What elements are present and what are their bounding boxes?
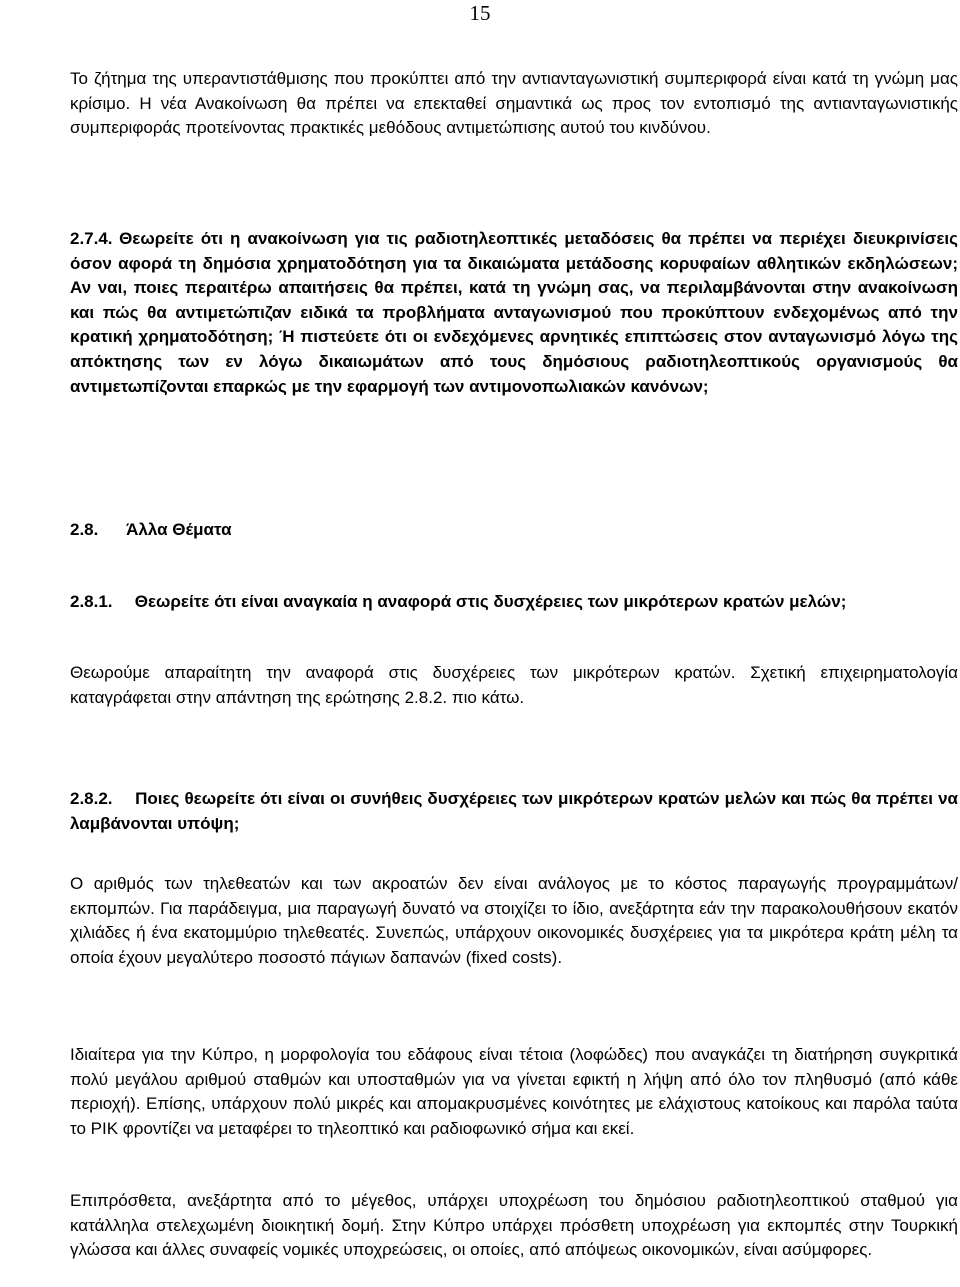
question-2-7-4 (70, 227, 958, 399)
question-number: 2.7.4. (70, 229, 113, 248)
section-title: Άλλα Θέματα (126, 520, 232, 539)
answer-2-8-2-paragraph-3: Επιπρόσθετα, ανεξάρτητα από το μέγεθος, υπάρχει υποχρέωση του δημόσιου ραδιοτηλεοπτικού σταθμού για κατάλληλα στελεχωμένη διοικητική δομή. Στην Κύπρο υπάρχει πρόσθετη υποχρέωση για εκπομπές στην Τουρκική γλώσσα και άλλες συναφείς νομικές υποχρεώσεις, οι οποίες, από απόψεως οικονομικών, είναι ασύμφορες. (70, 1191, 958, 1260)
question-2-8-2 (70, 787, 958, 836)
intro-paragraph: Το ζήτημα της υπεραντιστάθμισης που προκύπτει από την αντιανταγωνιστική συμπεριφορά είναι κατά τη γνώμη μας κρίσιμο. Η νέα Ανακοίνωση θα πρέπει να επεκταθεί σημαντικά ως προς τον εντοπισμό της αντιανταγωνιστικής συμπεριφοράς προτείνοντας πρακτικές μεθόδους αντιμετώπισης αυτού του κινδύνου. (70, 69, 958, 138)
question-number: 2.8.1. (70, 592, 113, 611)
section-number: 2.8. (70, 520, 99, 539)
question-number: 2.8.2. (70, 789, 113, 808)
page-number: 15 (469, 1, 491, 25)
section-heading-2-8 (70, 518, 232, 542)
answer-2-8-2-paragraph-2: Ιδιαίτερα για την Κύπρο, η μορφολογία του εδάφους είναι τέτοια (λοφώδες) που αναγκάζει τη διατήρηση συγκριτικά πολύ μεγάλου αριθμού σταθμών και υποσταθμών για να γίνεται εφικτή η λήψη από όλο τον πληθυσμό (από κάθε περιοχή). Επίσης, υπάρχουν πολύ μικρές και απομακρυσμένες κοινότητες με ελάχιστους κατοίκους και παρόλα ταύτα το ΡΙΚ φροντίζει να μεταφέρει το τηλεοπτικό και ραδιοφωνικό σήμα και εκεί. (70, 1045, 958, 1138)
answer-2-8-1: Θεωρούμε απαραίτητη την αναφορά στις δυσχέρειες των μικρότερων κρατών. Σχετική επιχειρηματολογία καταγράφεται στην απάντηση της ερώτησης 2.8.2. πιο κάτω. (70, 663, 958, 707)
answer-2-8-2-paragraph-1: Ο αριθμός των τηλεθεατών και των ακροατών δεν είναι ανάλογος με το κόστος παραγωγής προγραμμάτων/εκπομπών. Για παράδειγμα, μια παραγωγή δυνατό να στοιχίζει το ίδιο, ανεξάρτητα εάν την παρακολουθήσουν εκατόν χιλιάδες ή ένα εκατομμύριο τηλεθεατές. Συνεπώς, υπάρχουν οικονομικές δυσχέρειες για τα μικρότερα κράτη μέλη τα οποία έχουν μεγαλύτερο ποσοστό πάγιων δαπανών (fixed costs). (70, 874, 958, 967)
question-text: Θεωρείτε ότι η ανακοίνωση για τις ραδιοτηλεοπτικές μεταδόσεις θα πρέπει να περιέχει διευκρινίσεις όσον αφορά τη δημόσια χρηματοδότηση για τα δικαιώματα μετάδοσης κορυφαίων αθλητικών εκδηλώσεων; Αν ναι, ποιες περαιτέρω απαιτήσεις θα πρέπει, κατά τη γνώμη σας, να περιλαμβάνονται στην ανακοίνωση και πώς θα αντιμετώπιζαν ειδικά τα προβλήματα ανταγωνισμού που προκύπτουν ενδεχομένως από την κρατική χρηματοδότηση; Ή πιστεύετε ότι οι ενδεχόμενες αρνητικές επιπτώσεις στον ανταγωνισμό λόγω της απόκτησης των εν λόγω δικαιωμάτων από τους δημόσιους ραδιοτηλεοπτικούς οργανισμούς θα αντιμετωπίζονται επαρκώς με την εφαρμογή των αντιμονοπωλιακών κανόνων; (70, 229, 958, 396)
question-text: Θεωρείτε ότι είναι αναγκαία η αναφορά στις δυσχέρειες των μικρότερων κρατών μελών; (134, 592, 847, 611)
question-2-8-1 (70, 590, 958, 615)
question-text: Ποιες θεωρείτε ότι είναι οι συνήθεις δυσχέρειες των μικρότερων κρατών μελών και πώς θα πρέπει να λαμβάνονται υπόψη; (70, 789, 958, 833)
